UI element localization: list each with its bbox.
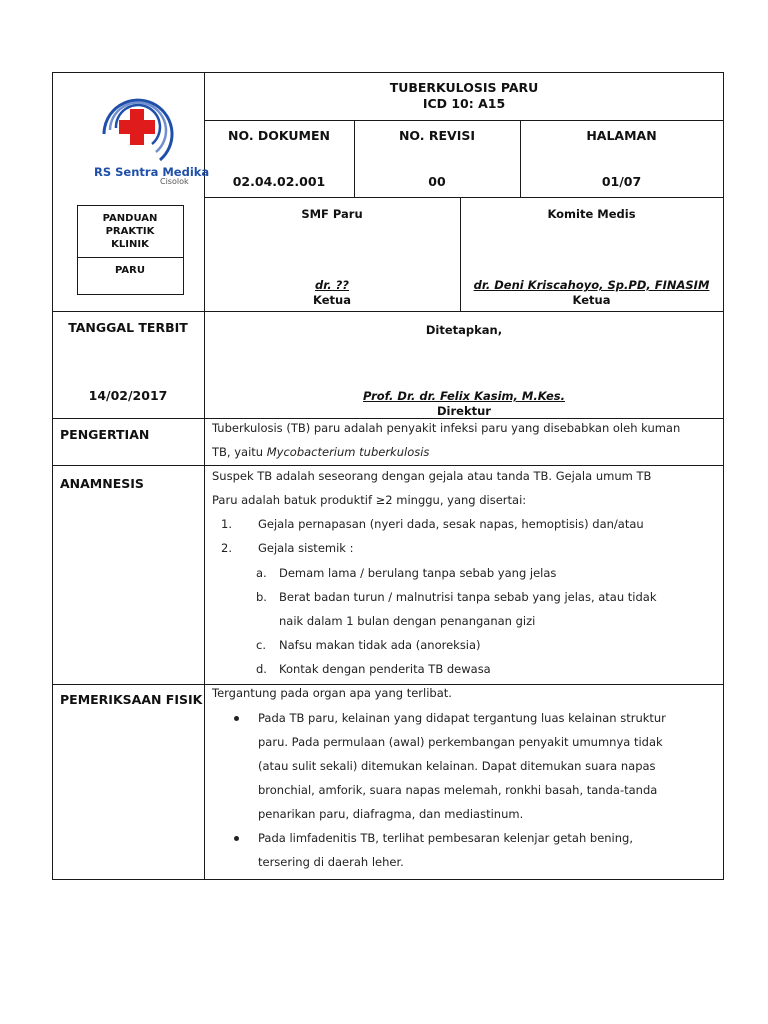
- smf-label: SMF Paru: [301, 207, 363, 221]
- sub-item: Kontak dengan penderita TB dewasa: [279, 662, 491, 676]
- tanggal-terbit-value: 14/02/2017: [88, 388, 168, 403]
- komite-signer-role: Ketua: [572, 293, 611, 307]
- bullet-text-line: penarikan paru, diafragma, dan mediastinum.: [258, 807, 524, 821]
- pengertian-text-line1: Tuberkulosis (TB) paru adalah penyakit infeksi paru yang disebabkan oleh kuman: [212, 421, 681, 435]
- divider: [52, 311, 724, 312]
- no-dokumen-header: NO. DOKUMEN: [228, 128, 330, 143]
- bullet-text-line: bronchial, amforik, suara napas melemah, ronkhi basah, tanda-tanda: [258, 783, 658, 797]
- pengertian-text-prefix: TB, yaitu: [212, 445, 267, 459]
- bullet-icon: [234, 716, 239, 721]
- table-border-left: [52, 72, 53, 880]
- no-revisi-header: NO. REVISI: [398, 128, 476, 143]
- list-item: Gejala sistemik :: [258, 541, 354, 555]
- halaman-header: HALAMAN: [586, 128, 657, 143]
- anamnesis-intro-line2: Paru adalah batuk produktif ≥2 minggu, yang disertai:: [212, 493, 527, 507]
- sub-item: Berat badan turun / malnutrisi tanpa sebab yang jelas, atau tidak: [279, 590, 657, 604]
- no-revisi-value: 00: [428, 174, 446, 189]
- pemeriksaan-label: PEMERIKSAAN FISIK: [60, 692, 203, 707]
- bullet-icon: [234, 836, 239, 841]
- table-border-right: [723, 72, 724, 880]
- director-role: Direktur: [437, 404, 491, 418]
- sub-item-letter: a.: [256, 566, 267, 580]
- hospital-location: Cisolok: [160, 177, 189, 186]
- smf-signer-role: Ketua: [313, 293, 351, 307]
- anamnesis-label: ANAMNESIS: [60, 476, 144, 491]
- list-item-number: 1.: [221, 517, 232, 531]
- ditetapkan-label: Ditetapkan,: [425, 323, 503, 337]
- divider: [77, 257, 183, 258]
- bullet-text-line: (atau sulit sekali) ditemukan kelainan. Dapat ditemukan suara napas: [258, 759, 656, 773]
- sub-item: Demam lama / berulang tanpa sebab yang jelas: [279, 566, 557, 580]
- pengertian-label: PENGERTIAN: [60, 427, 150, 442]
- divider: [204, 197, 724, 198]
- pengertian-text-line2: [212, 440, 429, 464]
- icd-code: ICD 10: A15: [422, 96, 506, 111]
- sub-item-letter: b.: [256, 590, 267, 604]
- bullet-text-line: Pada TB paru, kelainan yang didapat tergantung luas kelainan struktur: [258, 711, 666, 725]
- smf-signer: dr. ??: [315, 278, 349, 292]
- bullet-text-line: Pada limfadenitis TB, terlihat pembesaran kelenjar getah bening,: [258, 831, 633, 845]
- sub-item: Nafsu makan tidak ada (anoreksia): [279, 638, 481, 652]
- list-item-number: 2.: [221, 541, 232, 555]
- doc-type-line2: PRAKTIK: [105, 226, 155, 237]
- pengertian-organism: Mycobacterium tuberkulosis: [266, 445, 430, 459]
- table-border-top: [52, 72, 724, 73]
- komite-signer: dr. Deni Kriscahoyo, Sp.PD, FINASIM: [473, 278, 710, 292]
- komite-label: Komite Medis: [547, 207, 636, 221]
- pemeriksaan-intro: Tergantung pada organ apa yang terlibat.: [212, 686, 452, 700]
- divider: [204, 120, 724, 121]
- bullet-text-line: paru. Pada permulaan (awal) perkembangan penyakit umumnya tidak: [258, 735, 663, 749]
- bullet-text-line: tersering di daerah leher.: [258, 855, 404, 869]
- logo-emblem-icon: [96, 86, 180, 170]
- sub-item-letter: d.: [256, 662, 267, 676]
- anamnesis-intro-line1: Suspek TB adalah seseorang dengan gejala atau tanda TB. Gejala umum TB: [212, 469, 652, 483]
- hospital-name: RS Sentra Medika: [94, 165, 210, 179]
- document-title: TUBERKULOSIS PARU: [389, 80, 539, 95]
- list-item: Gejala pernapasan (nyeri dada, sesak napas, hemoptisis) dan/atau: [258, 517, 644, 531]
- doc-type-line3: KLINIK: [111, 239, 149, 250]
- sub-item-letter: c.: [256, 638, 266, 652]
- table-border-bottom: [52, 879, 724, 880]
- halaman-value: 01/07: [601, 174, 642, 189]
- director-name: Prof. Dr. dr. Felix Kasim, M.Kes.: [363, 389, 565, 403]
- tanggal-terbit-label: TANGGAL TERBIT: [68, 320, 188, 335]
- no-dokumen-value: 02.04.02.001: [232, 174, 326, 189]
- column-divider: [204, 72, 205, 880]
- department-label: PARU: [115, 265, 145, 276]
- sub-item: naik dalam 1 bulan dengan penanganan gizi: [279, 614, 536, 628]
- doc-type-line1: PANDUAN: [102, 213, 158, 224]
